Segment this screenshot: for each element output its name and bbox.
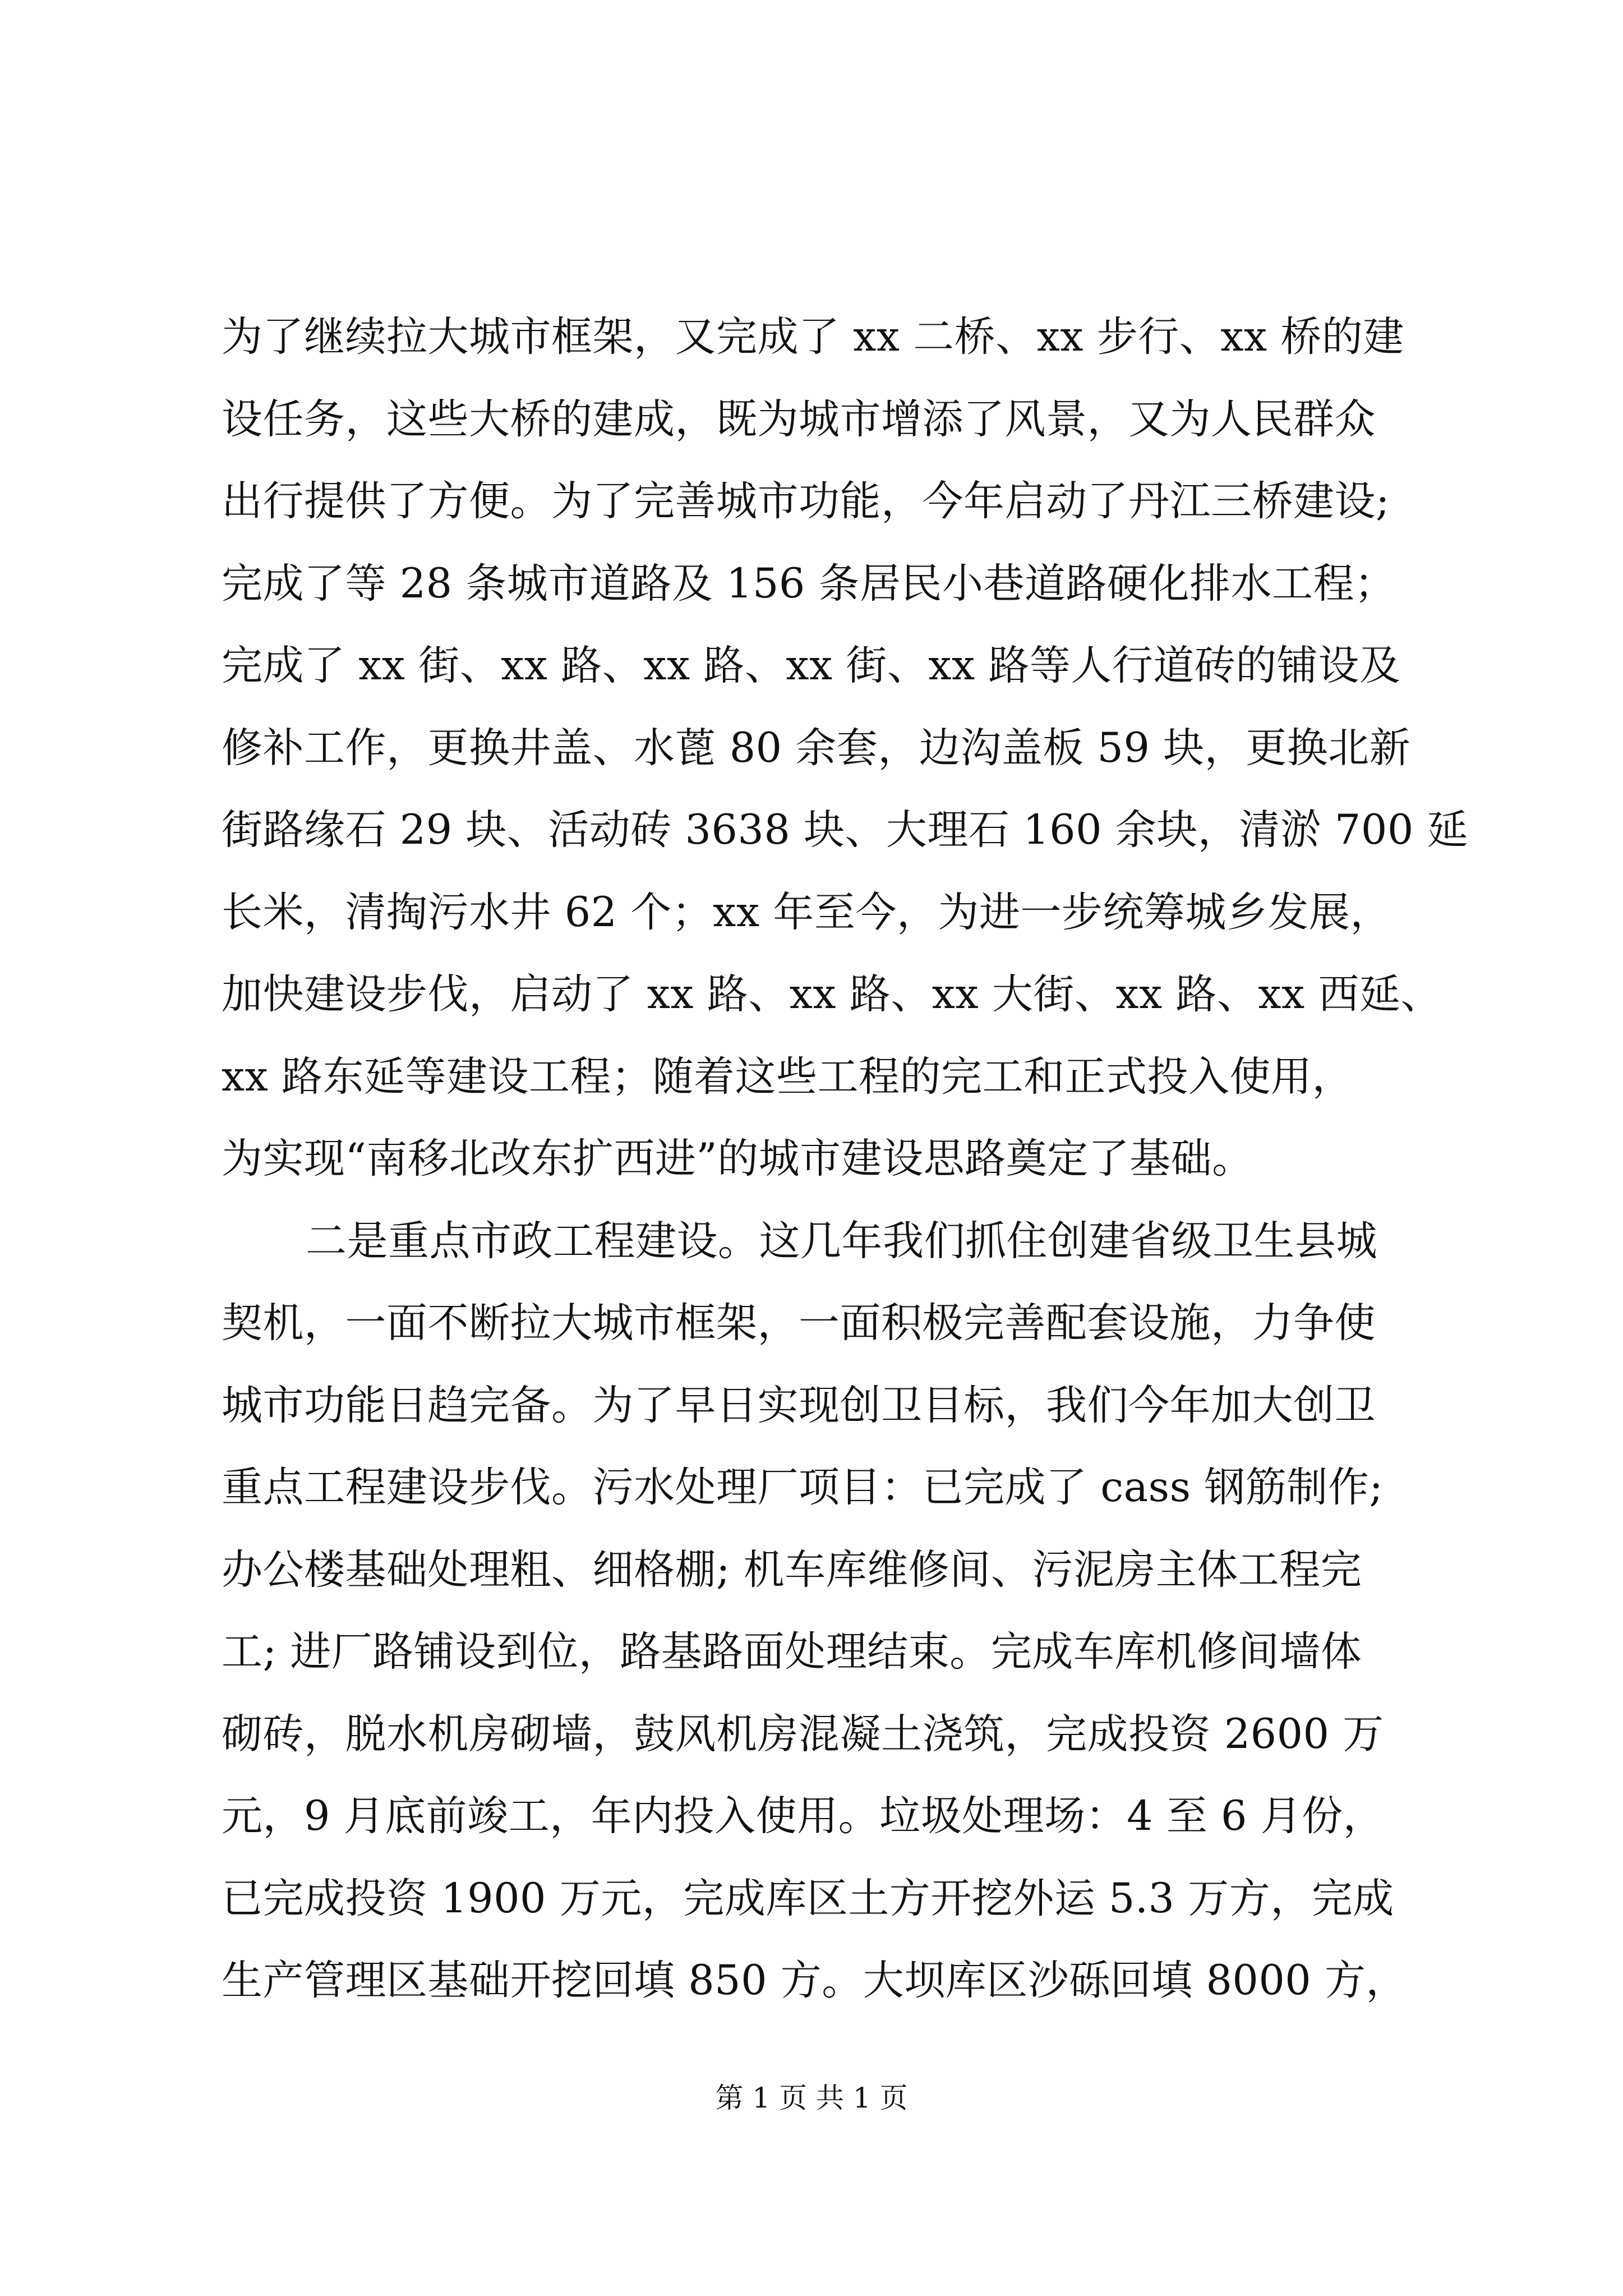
text-line: 办公楼基础处理粗、细格棚; 机车库维修间、污泥房主体工程完 [222, 1545, 1362, 1594]
text-line: 契机，一面不断拉大城市框架，一面积极完善配套设施，力争使 [222, 1299, 1376, 1347]
text-line: 重点工程建设步伐。污水处理厂项目：已完成了 cass 钢筋制作; [222, 1464, 1384, 1511]
text-line: 生产管理区基础开挖回填 850 方。大坝库区沙砾回填 8000 方， [222, 1957, 1407, 2004]
text-line: xx 路东延等建设工程；随着这些工程的完工和正式投入使用， [222, 1052, 1354, 1101]
text-line: 长米，清掏污水井 62 个；xx 年至今，为进一步统筹城乡发展， [222, 888, 1391, 936]
text-line: 元，9 月底前竣工，年内投入使用。垃圾处理场：4 至 6 月份， [222, 1792, 1385, 1840]
text-line: 出行提供了方便。为了完善城市功能，今年启动了丹江三桥建设; [222, 477, 1390, 525]
paragraph-start-line: 二是重点市政工程建设。这几年我们抓住创建省级卫生县城 [306, 1217, 1377, 1265]
text-line: 城市功能日趋完备。为了早日实现创卫目标，我们今年加大创卫 [222, 1381, 1376, 1429]
text-line: 完成了 xx 街、xx 路、xx 路、xx 街、xx 路等人行道砖的铺设及 [222, 642, 1401, 689]
text-line: 已完成投资 1900 万元，完成库区土方开挖外运 5.3 万方，完成 [222, 1874, 1394, 1922]
text-line: 修补工作，更换井盖、水蓖 80 余套，边沟盖板 59 块，更换北新 [222, 724, 1411, 772]
text-line: 为了继续拉大城市框架，又完成了 xx 二桥、xx 步行、xx 桥的建 [222, 313, 1404, 361]
document-body [222, 296, 1468, 2022]
text-line: 砌砖，脱水机房砌墙，鼓风机房混凝土浇筑，完成投资 2600 万 [222, 1710, 1384, 1758]
text-line: 街路缘石 29 块、活动砖 3638 块、大理石 160 余块，清淤 700 延 [222, 806, 1468, 854]
text-line: 为实现“南移北改东扩西进”的城市建设思路奠定了基础。 [222, 1135, 1253, 1182]
text-line: 完成了等 28 条城市道路及 156 条居民小巷道路硬化排水工程； [222, 559, 1396, 608]
text-line: 设任务，这些大桥的建成，既为城市增添了风景，又为人民群众 [222, 395, 1376, 443]
text-line: 工; 进厂路铺设到位，路基路面处理结束。完成车库机修间墙体 [222, 1628, 1362, 1676]
text-line: 加快建设步伐，启动了 xx 路、xx 路、xx 大街、xx 路、xx 西延、 [222, 970, 1442, 1018]
page-footer: 第 1 页 共 1 页 [715, 2082, 908, 2114]
